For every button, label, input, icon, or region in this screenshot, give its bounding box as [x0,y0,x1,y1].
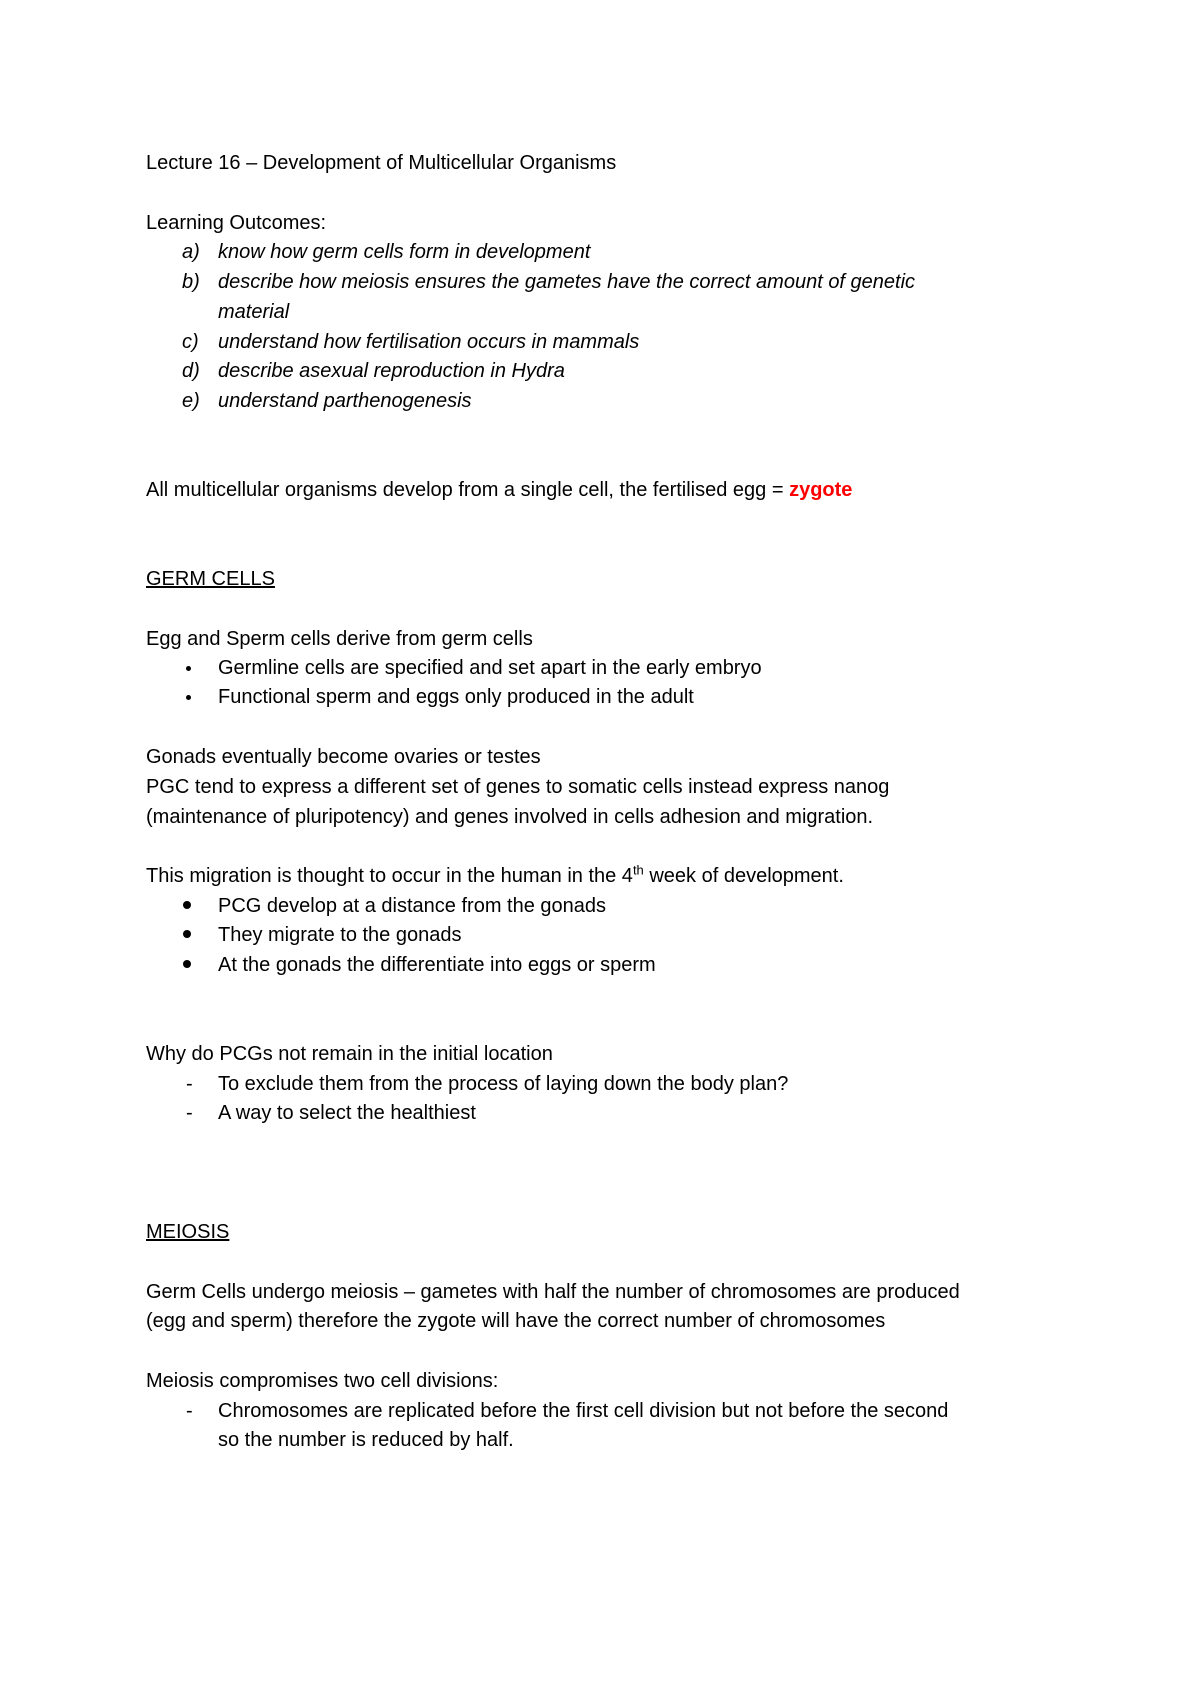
outcome-text-e: understand parthenogenesis [218,390,472,412]
meiosis-para-3: Meiosis compromises two cell divisions: [146,1370,499,1392]
migration-text: This migration is thought to occur in the human in the 4 [146,865,633,887]
bullet-marker [183,960,191,968]
outcome-text-d: describe asexual reproduction in Hydra [218,360,565,382]
pcg-question: Why do PCGs not remain in the initial location [146,1043,553,1065]
meiosis-heading: MEIOSIS [146,1221,230,1243]
pcg-answer-2: A way to select the healthiest [218,1102,476,1124]
meiosis-para-2: (egg and sperm) therefore the zygote will have the correct number of chromosomes [146,1310,886,1332]
germ-line-1: Egg and Sperm cells derive from germ cells [146,628,533,650]
pcg-bullet-2: They migrate to the gonads [218,924,462,946]
meiosis-item-1-cont: so the number is reduced by half. [218,1429,514,1451]
germ-cells-heading: GERM CELLS [146,568,275,590]
dash-marker: - [186,1102,193,1124]
outcome-text-b-cont: material [218,301,290,323]
dash-marker: - [186,1400,193,1422]
outcome-text-b: describe how meiosis ensures the gametes have the correct amount of genetic [218,271,916,293]
germ-para-1: Gonads eventually become ovaries or testes [146,746,541,768]
migration-text-end: week of development. [643,865,844,887]
germ-bullet-1: Germline cells are specified and set apart in the early embryo [218,657,762,679]
outcomes-heading: Learning Outcomes: [146,212,327,234]
meiosis-para-1: Germ Cells undergo meiosis – gametes with half the number of chromosomes are produced [146,1281,960,1303]
bullet-marker [183,901,191,909]
intro-paragraph [146,478,852,502]
outcome-text-c: understand how fertilisation occurs in mammals [218,331,640,353]
zygote-highlight: zygote [789,479,853,501]
outcome-label-b: b) [182,271,200,293]
document-title: Lecture 16 – Development of Multicellular Organisms [146,152,617,174]
germ-para-2: PGC tend to express a different set of genes to somatic cells instead express nanog [146,776,890,798]
bullet-marker [186,666,191,671]
migration-superscript: th [632,862,644,878]
dash-marker: - [186,1073,193,1095]
outcome-label-d: d) [182,360,200,382]
intro-text: All multicellular organisms develop from a single cell, the fertilised egg = [146,479,790,501]
outcome-label-e: e) [182,390,200,412]
migration-line [146,864,844,888]
germ-bullet-2: Functional sperm and eggs only produced in the adult [218,686,694,708]
meiosis-item-1: Chromosomes are replicated before the first cell division but not before the second [218,1400,949,1422]
germ-para-3: (maintenance of pluripotency) and genes involved in cells adhesion and migration. [146,806,874,828]
pcg-bullet-3: At the gonads the differentiate into eggs or sperm [218,954,656,976]
bullet-marker [183,930,191,938]
pcg-answer-1: To exclude them from the process of laying down the body plan? [218,1073,789,1095]
bullet-marker [186,695,191,700]
outcome-text-a: know how germ cells form in development [218,241,591,263]
outcome-label-c: c) [182,331,199,353]
outcome-label-a: a) [182,241,200,263]
pcg-bullet-1: PCG develop at a distance from the gonads [218,895,607,917]
